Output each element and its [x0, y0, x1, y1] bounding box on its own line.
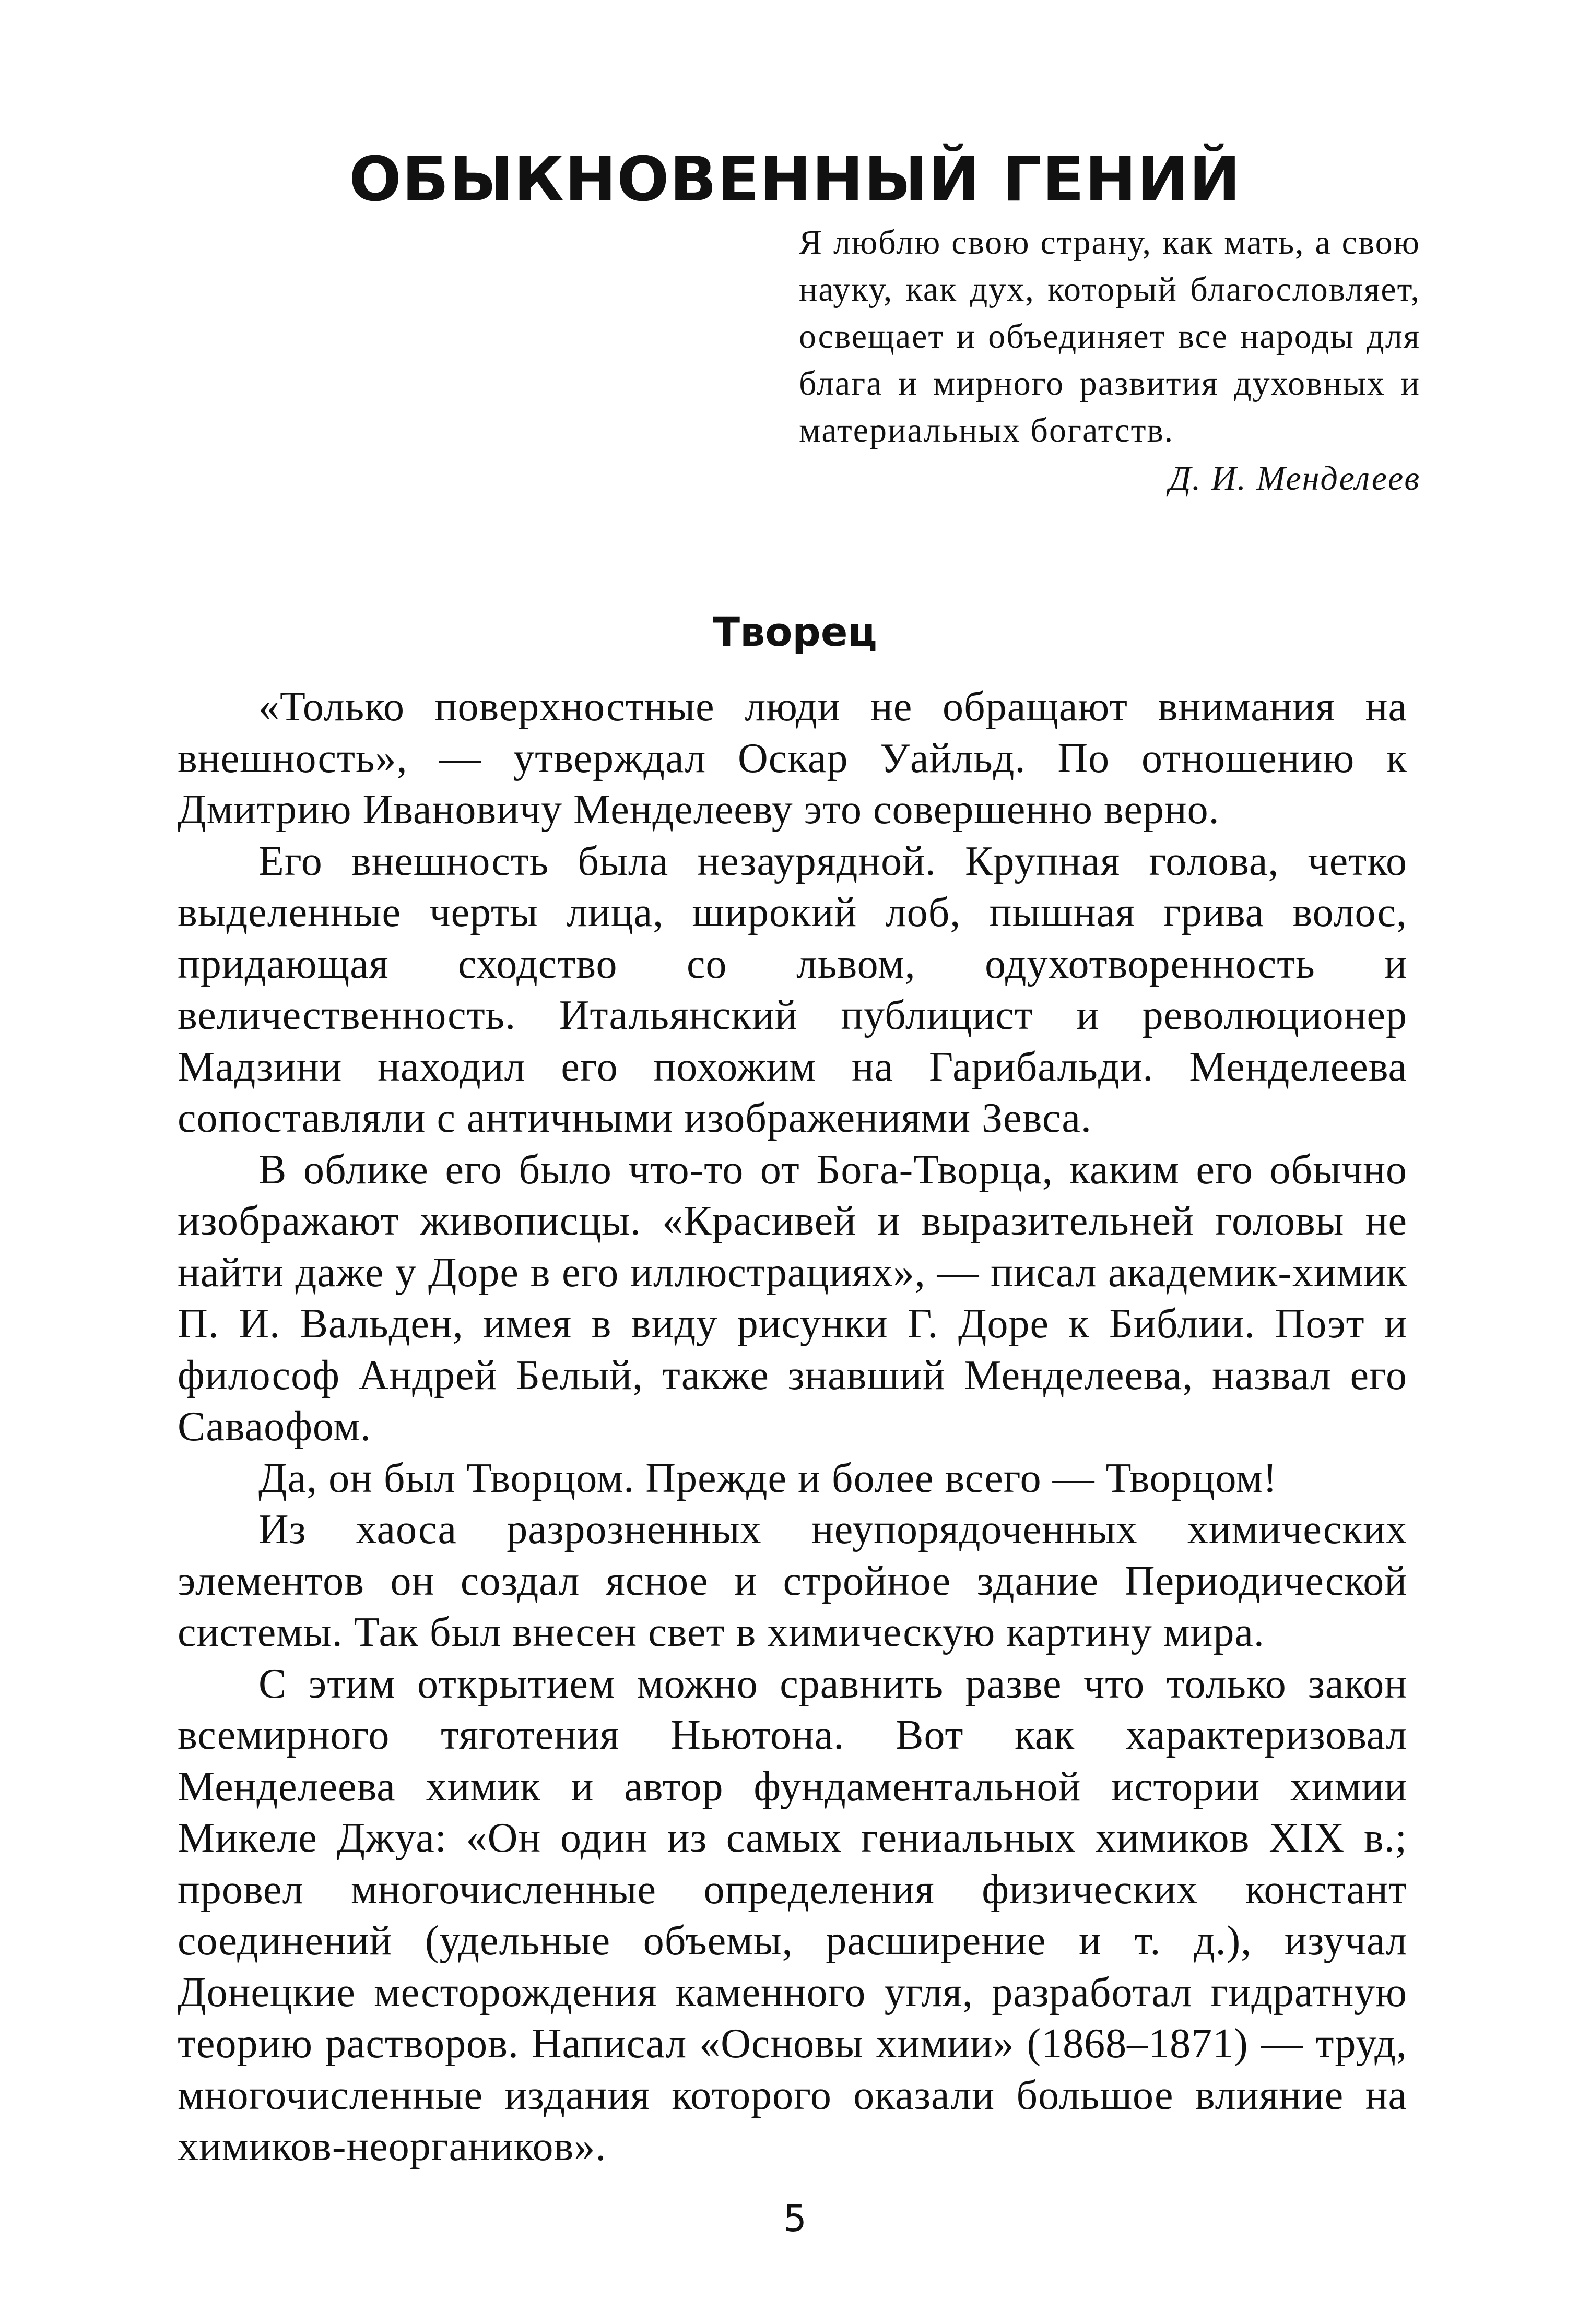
epigraph [799, 219, 1420, 502]
paragraph: Из хаоса разрозненных неупорядоченных химических элементов он создал ясное и стройное здание Периодической системы. Так был внесен свет в химическую картину мира. [178, 1507, 1407, 1655]
epigraph-author: Д. И. Менделеев [1169, 459, 1420, 497]
paragraph: Да, он был Творцом. Прежде и более всего — Творцом! [258, 1455, 1278, 1501]
paragraph: «Только поверхностные люди не обращают внимания на внешность», — утверждал Оскар Уайльд. По отношению к Дмитрию Ивановичу Менделееву это совершенно верно. [178, 684, 1407, 833]
section-heading: Творец [713, 609, 877, 656]
paragraph: Его внешность была незаурядной. Крупная голова, четко выделенные черты лица, широкий лоб, пышная грива волос, придающая сходство со львом, одухотворенность и величественность. Итальянский публицист и революционер Мадзини находил его похожим на Гарибальди. Менделеева сопоставляли с античными изображениями Зевса. [178, 838, 1407, 1141]
body-text [178, 681, 1407, 2173]
page-number: 5 [783, 2197, 807, 2240]
paragraph: В облике его было что-то от Бога-Творца, каким его обычно изображают живописцы. «Красивей и выразительней головы не найти даже у Доре в его иллюстрациях», — писал академик-химик П. И. Вальден, имея в виду рисунки Г. Доре к Библии. Поэт и философ Андрей Белый, также знавший Менделеева, назвал его Саваофом. [178, 1146, 1407, 1450]
epigraph-text: Я люблю свою страну, как мать, а свою науку, как дух, который благословляет, освещает и объединяет все народы для блага и мирного развития духовных и материальных богатств. [799, 223, 1420, 449]
paragraph: С этим открытием можно сравнить разве что только закон всемирного тяготения Ньютона. Вот как характеризовал Менделеева химик и автор фундаментальной истории химии Микеле Джуа: «Он один из самых гениальных химиков XIX в.; провел многочисленные определения физических констант соединений (удельные объемы, расширение и т. д.), изучал Донецкие месторождения каменного угля, разработал гидратную теорию растворов. Написал «Основы химии» (1868–1871) — труд, многочисленные издания которого оказали большое влияние на химиков-неоргаников». [178, 1661, 1407, 2169]
page-title: ОБЫКНОВЕННЫЙ ГЕНИЙ [349, 143, 1241, 216]
